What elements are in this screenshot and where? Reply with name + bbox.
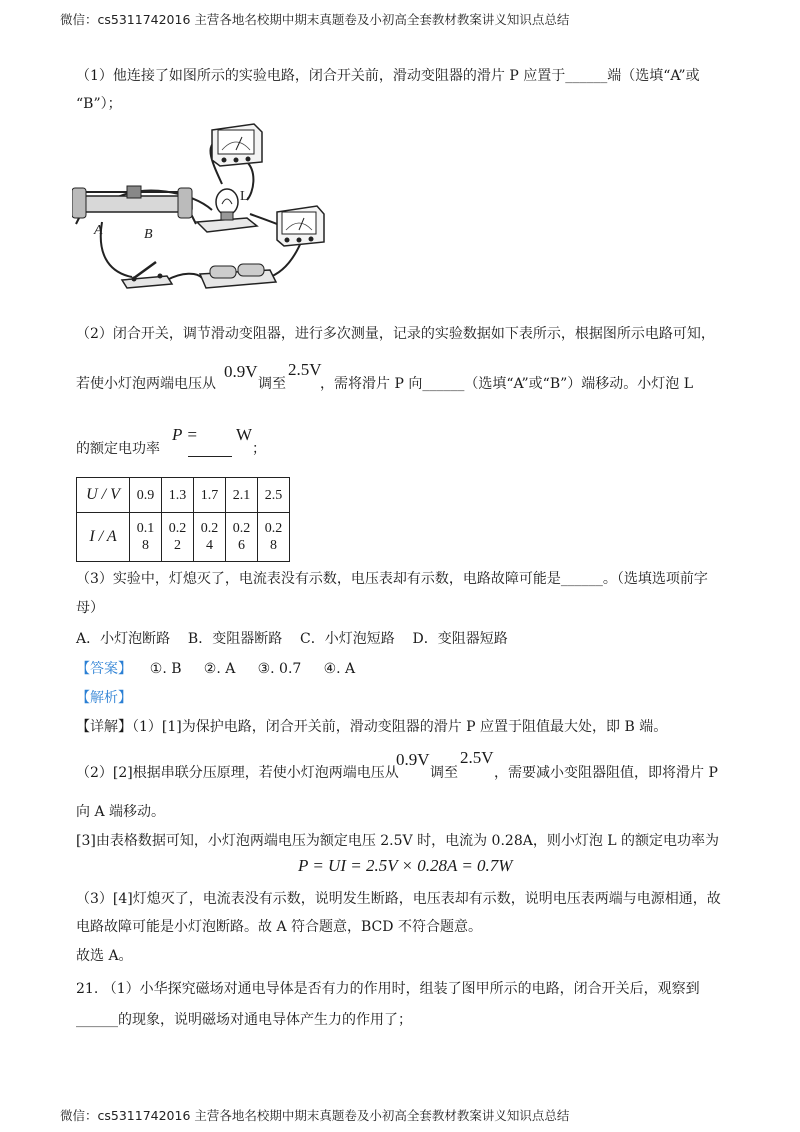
q2-line2a: 若使小灯泡两端电压从 <box>76 376 216 392</box>
q2-line1: （2）闭合开关，调节滑动变阻器，进行多次测量，记录的实验数据如下表所示，根据图所示电路可知， <box>76 326 715 342</box>
analysis-tag: 【解析】 <box>76 690 132 706</box>
answer-text: ①. B ②. A ③. 0.7 ④. A <box>132 661 356 677</box>
table-cell: 1.3 <box>162 478 194 513</box>
q3-options: A．小灯泡断路 B．变阻器断路 C．小灯泡短路 D．变阻器短路 <box>76 631 508 647</box>
table-cell: 2.1 <box>226 478 258 513</box>
table-cell: 0.2 8 <box>258 513 290 562</box>
detail-line2b: 调至 <box>430 765 458 781</box>
ammeter-icon <box>277 206 324 246</box>
battery-icon <box>200 264 276 288</box>
label-A: A <box>94 223 103 238</box>
detail-tag: 【详解】 <box>76 719 132 735</box>
q2-line2b: 调至 <box>258 376 286 392</box>
q2-voltage-to: 2.5V <box>288 360 322 379</box>
table-header-u: U / V <box>77 478 130 513</box>
table-cell: 0.1 8 <box>130 513 162 562</box>
table-cell: 0.2 2 <box>162 513 194 562</box>
q1-line2: “B”）； <box>76 96 122 112</box>
detail-voltage-from: 0.9V <box>396 750 430 769</box>
table-row-voltage <box>77 478 290 513</box>
q2-power-blank <box>188 456 232 457</box>
page-header: 微信：cs5311742016 主营各地名校期中期末真题卷及小初高全套教材教案讲义知识点总结 <box>60 12 570 27</box>
detail-line3: 向 A 端移动。 <box>76 804 166 820</box>
q21-line2: ______的现象，说明磁场对通电导体产生力的作用了； <box>76 1012 412 1028</box>
detail-line2c: ，需要减小变阻器阻值，即将滑片 P <box>494 765 718 781</box>
table-cell: 2.5 <box>258 478 290 513</box>
table-row-current <box>77 513 290 562</box>
q2-line2c: ，需将滑片 P 向______（选填“A”或“B”）端移动。小灯泡 L <box>320 376 694 392</box>
detail-line4: [3]由表格数据可知，小灯泡两端电压为额定电压 2.5V 时，电流为 0.28A，则小灯泡 L 的额定电功率为 <box>76 833 720 849</box>
answer-tag: 【答案】 <box>76 661 132 677</box>
table-cell: 0.2 4 <box>194 513 226 562</box>
detail-line7: 故选 A。 <box>76 948 133 964</box>
detail-line2a: （2）[2]根据串联分压原理，若使小灯泡两端电压从 <box>76 765 399 781</box>
detail-line1-text: （1）[1]为保护电路，闭合开关前，滑动变阻器的滑片 P 应置于阻值最大处，即 B 端。 <box>132 719 668 735</box>
table-cell: 0.2 6 <box>226 513 258 562</box>
table-cell: 0.9 <box>130 478 162 513</box>
table-header-i: I / A <box>77 513 130 562</box>
answer-line <box>76 660 355 678</box>
detail-formula: P = UI = 2.5V × 0.28A = 0.7W <box>298 856 513 875</box>
detail-line6: 电路故障可能是小灯泡断路。故 A 符合题意，BCD 不符合题意。 <box>76 919 482 935</box>
rheostat-icon <box>72 186 196 224</box>
q2-voltage-from: 0.9V <box>224 362 258 381</box>
q1-line1: （1）他连接了如图所示的实验电路，闭合开关前，滑动变阻器的滑片 P 应置于______端（选填“A”或 <box>76 68 700 84</box>
table-cell: 1.7 <box>194 478 226 513</box>
q3-line2: 母） <box>76 600 104 616</box>
circuit-figure <box>72 122 332 302</box>
label-L: L <box>240 189 249 204</box>
label-B: B <box>144 227 153 242</box>
q21-line1: 21. （1）小华探究磁场对通电导体是否有力的作用时，组装了图甲所示的电路，闭合开关后，观察到 <box>76 981 700 997</box>
q2-line3a: 的额定电功率 <box>76 441 160 457</box>
q2-power-symbol: P = <box>172 425 198 444</box>
detail-line5: （3）[4]灯熄灭了，电流表没有示数，说明发生断路，电压表却有示数，说明电压表两端与电源相通，故 <box>76 891 721 907</box>
switch-icon <box>122 262 172 288</box>
page-footer: 微信：cs5311742016 主营各地名校期中期末真题卷及小初高全套教材教案讲义知识点总结 <box>60 1108 570 1123</box>
data-table <box>76 477 290 562</box>
detail-line1 <box>76 718 667 736</box>
voltmeter-icon <box>212 124 262 166</box>
q2-power-unit: W <box>236 425 253 444</box>
q3-line1: （3）实验中，灯熄灭了，电流表没有示数，电压表却有示数，电路故障可能是______。（选填选项前字 <box>76 571 708 587</box>
detail-voltage-to: 2.5V <box>460 748 494 767</box>
q2-line3b: ； <box>252 441 266 457</box>
analysis-line <box>76 689 132 707</box>
